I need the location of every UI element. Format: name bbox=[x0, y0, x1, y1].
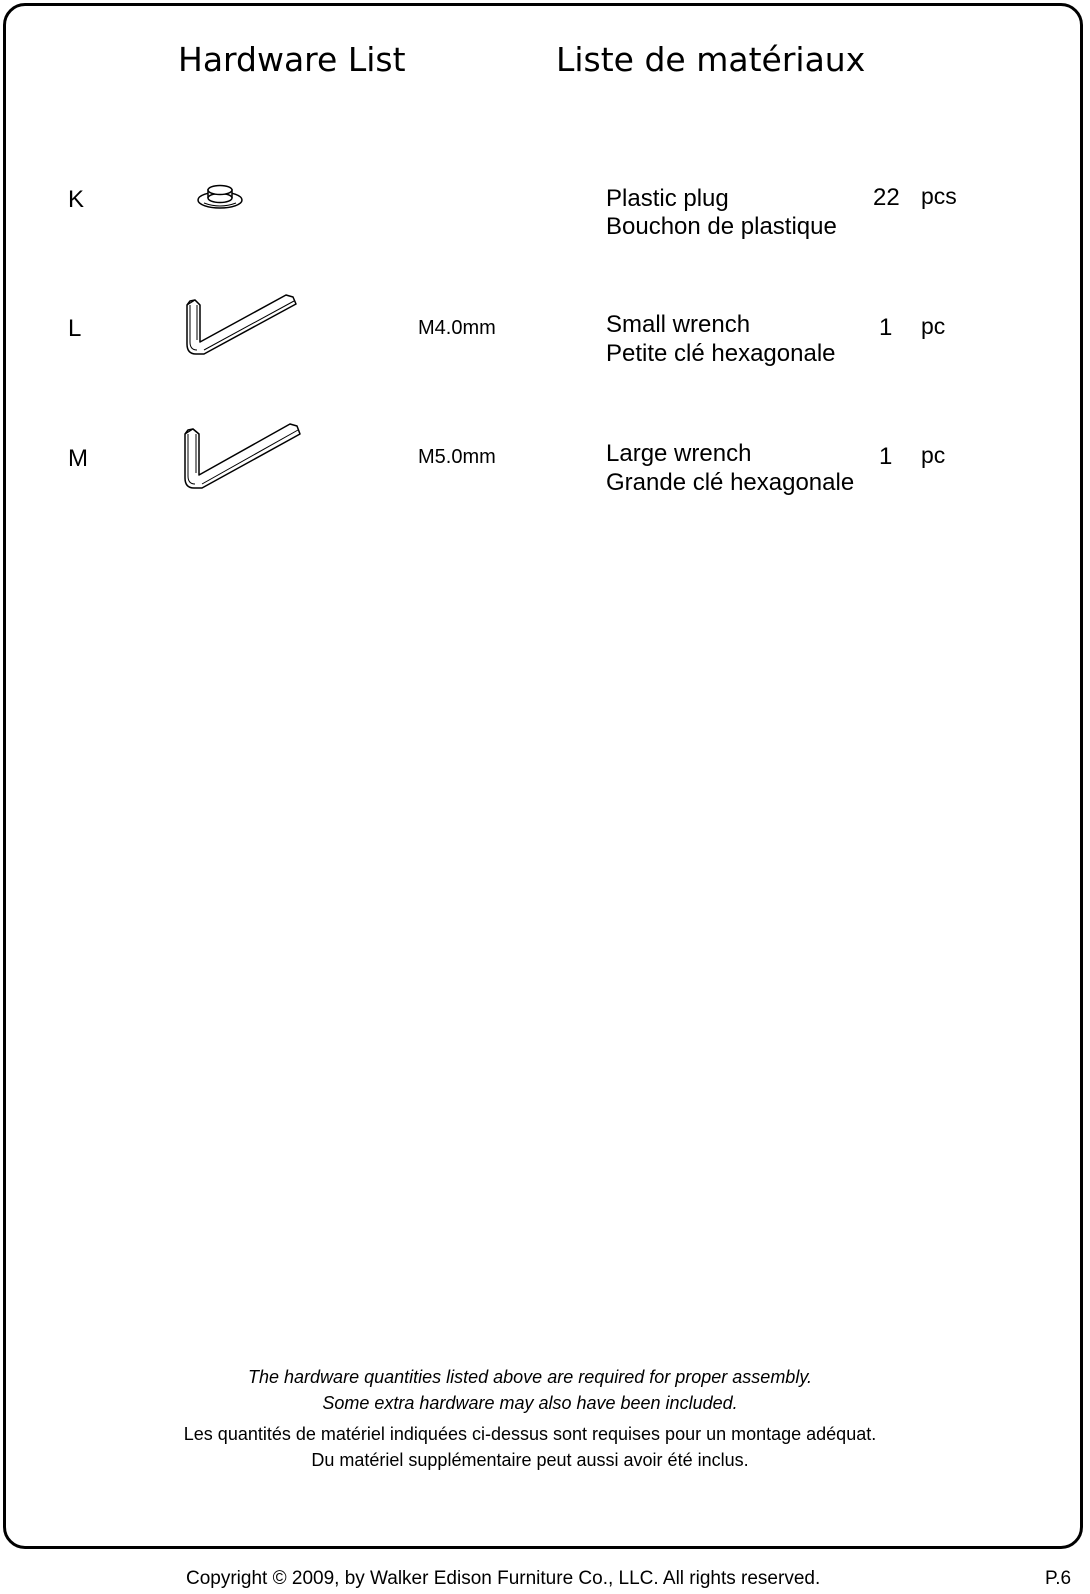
item-unit: pc bbox=[921, 313, 946, 339]
title-french: Liste de matériaux bbox=[556, 40, 866, 79]
item-name-english: Large wrench bbox=[606, 440, 752, 467]
page-number: P.6 bbox=[1045, 1568, 1072, 1589]
item-name-english: Small wrench bbox=[606, 311, 751, 338]
item-quantity: 22 bbox=[873, 184, 900, 211]
page-frame bbox=[3, 3, 1083, 1549]
item-size: M5.0mm bbox=[418, 446, 496, 468]
item-name-french: Bouchon de plastique bbox=[606, 213, 837, 240]
item-letter: M bbox=[68, 445, 88, 472]
item-quantity: 1 bbox=[879, 314, 893, 341]
item-size: M4.0mm bbox=[418, 317, 496, 339]
item-quantity: 1 bbox=[879, 443, 893, 470]
note-french-line-2: Du matériel supplémentaire peut aussi avoir été inclus. bbox=[311, 1450, 749, 1470]
note-english-line-1: The hardware quantities listed above are required for proper assembly. bbox=[248, 1367, 812, 1387]
title-english: Hardware List bbox=[178, 40, 406, 79]
item-name-french: Petite clé hexagonale bbox=[606, 340, 836, 367]
item-letter: K bbox=[68, 186, 85, 213]
item-name-english: Plastic plug bbox=[606, 185, 729, 212]
allen-wrench-icon bbox=[184, 292, 304, 362]
copyright-notice: Copyright © 2009, by Walker Edison Furniture Co., LLC. All rights reserved. bbox=[186, 1568, 821, 1589]
note-french-line-1: Les quantités de matériel indiquées ci-dessus sont requises pour un montage adéquat. bbox=[183, 1424, 877, 1444]
plastic-plug-icon bbox=[196, 178, 248, 214]
note-english-line-2: Some extra hardware may also have been included. bbox=[322, 1393, 738, 1413]
item-name-french: Grande clé hexagonale bbox=[606, 469, 855, 496]
allen-wrench-icon bbox=[182, 420, 308, 496]
item-letter: L bbox=[68, 315, 82, 342]
item-unit: pcs bbox=[921, 183, 957, 209]
item-unit: pc bbox=[921, 442, 946, 468]
